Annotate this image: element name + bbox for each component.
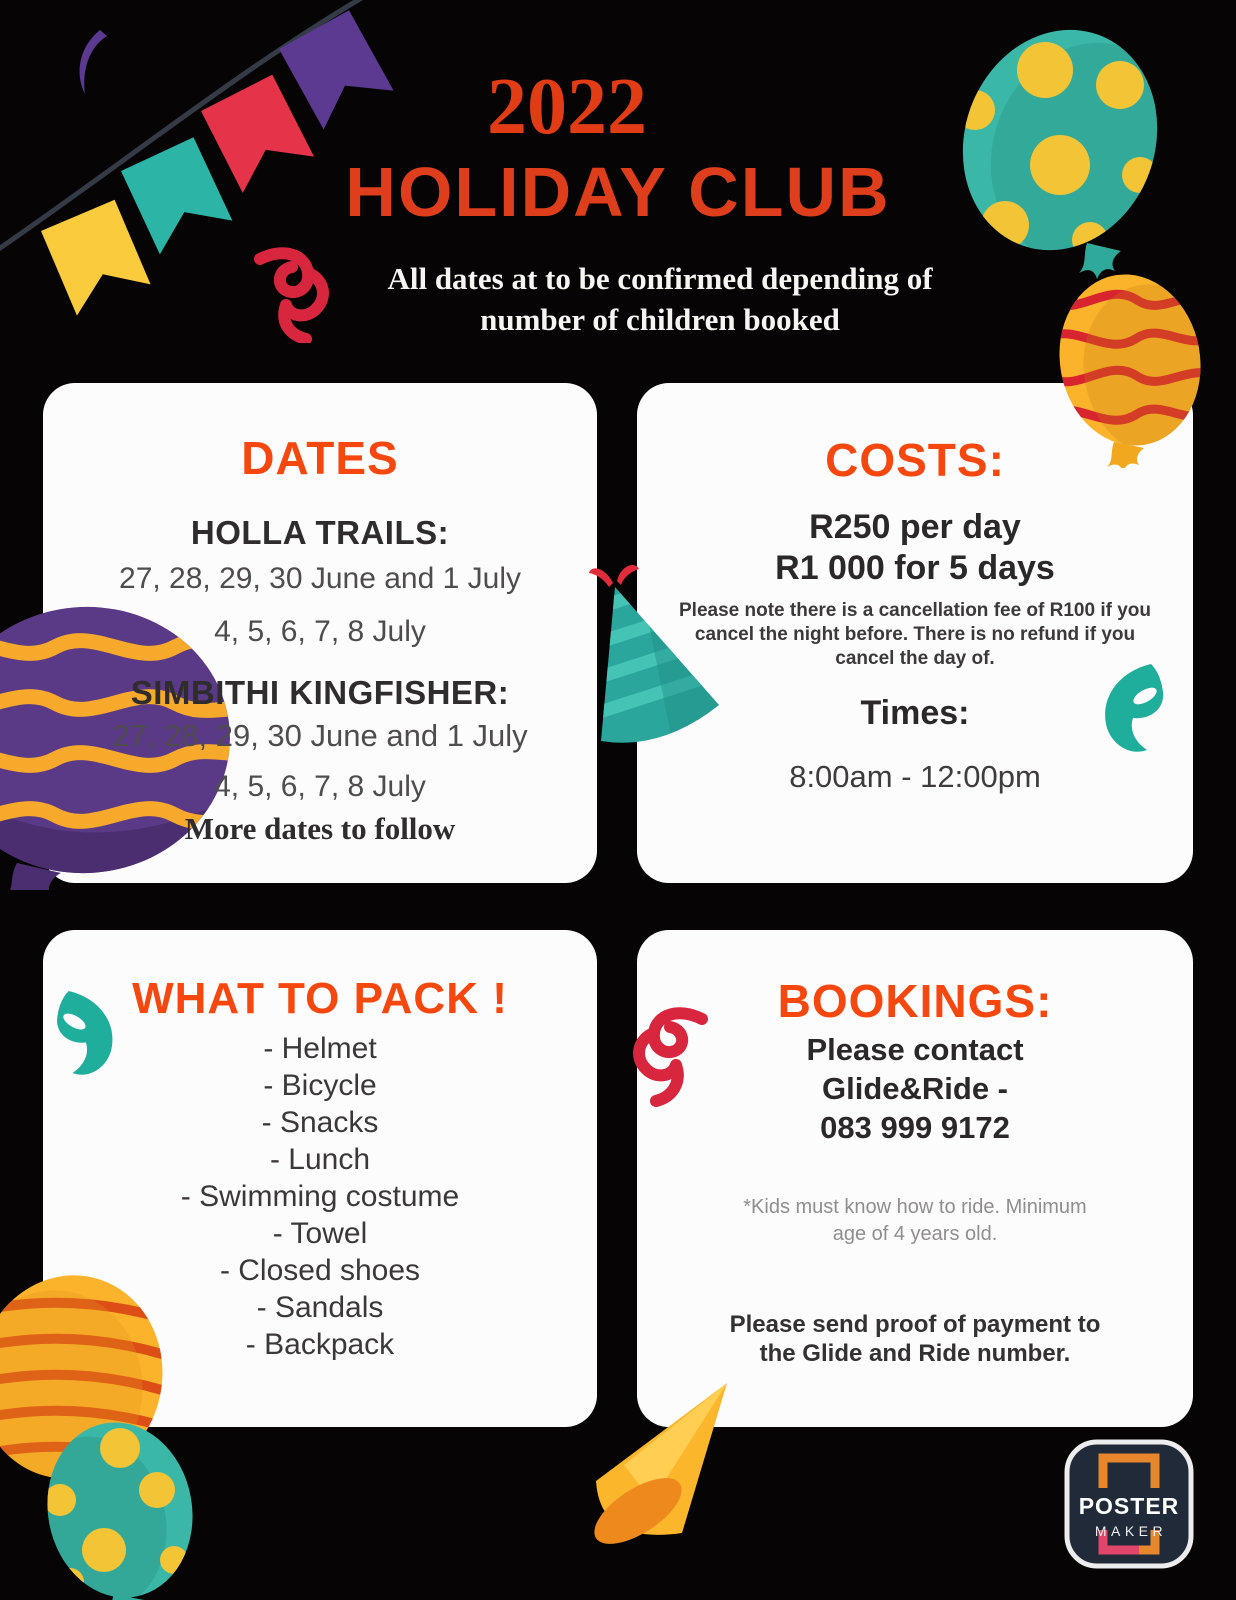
more-dates-note: More dates to follow	[184, 811, 456, 846]
balloon-teal-dotted-bottom-icon	[42, 1420, 208, 1600]
poster-title: HOLIDAY CLUB	[345, 153, 891, 231]
bookings-card	[637, 930, 1193, 1427]
bookings-heading: BOOKINGS:	[777, 975, 1053, 1027]
simbithi-dates-2: 4, 5, 6, 7, 8 July	[214, 770, 426, 803]
times-label: Times:	[860, 694, 970, 732]
costs-heading: COSTS:	[825, 434, 1005, 486]
pack-item-backpack: - Backpack	[245, 1328, 395, 1361]
price-five-days: R1 000 for 5 days	[775, 549, 1055, 587]
contact-phone: 083 999 9172	[820, 1110, 1010, 1145]
pack-item-helmet: - Helmet	[263, 1032, 377, 1065]
holla-trails-title: HOLLA TRAILS:	[190, 514, 450, 551]
what-to-pack-card	[43, 930, 597, 1427]
poster-subtitle	[120, 258, 1200, 340]
contact-line1: Please contact	[806, 1032, 1024, 1067]
pack-heading: WHAT TO PACK !	[132, 974, 508, 1023]
pack-item-bicycle: - Bicycle	[263, 1069, 377, 1102]
pack-list	[43, 1030, 597, 1363]
pack-item-towel: - Towel	[272, 1217, 368, 1250]
contact-line2: Glide&Ride -	[821, 1071, 1008, 1106]
poster-maker-logo	[1063, 1438, 1195, 1570]
costs-card	[637, 383, 1193, 883]
proof-of-payment-note	[705, 1310, 1125, 1368]
party-horn-icon	[580, 1365, 756, 1565]
holla-trails-dates-2: 4, 5, 6, 7, 8 July	[214, 615, 426, 648]
logo-line2: MAKER	[1094, 1523, 1168, 1539]
poster-year: 2022	[487, 63, 647, 151]
simbithi-title: SIMBITHI KINGFISHER:	[130, 674, 510, 711]
proof-line2: the Glide and Ride number.	[759, 1340, 1071, 1367]
times-value: 8:00am - 12:00pm	[789, 759, 1041, 794]
subtitle-line2: number of children booked	[480, 302, 840, 337]
logo-line1: POSTER	[1078, 1493, 1180, 1519]
price-per-day: R250 per day	[809, 508, 1021, 546]
simbithi-dates-1: 27, 28, 29, 30 June and 1 July	[112, 718, 528, 753]
pack-item-lunch: - Lunch	[269, 1143, 371, 1176]
dates-heading: DATES	[241, 432, 399, 484]
kids-age-note: *Kids must know how to ride. Minimum age of 4 years old.	[743, 1196, 1087, 1245]
proof-line1: Please send proof of payment to	[729, 1311, 1101, 1338]
pack-item-closed-shoes: - Closed shoes	[219, 1254, 421, 1287]
pack-item-snacks: - Snacks	[261, 1106, 379, 1139]
pack-item-sandals: - Sandals	[256, 1291, 384, 1324]
holla-trails-dates-1: 27, 28, 29, 30 June and 1 July	[119, 562, 521, 595]
cancellation-note: Please note there is a cancellation fee of R100 if you cancel the night before. There is no refund if you cancel the day of.	[679, 600, 1152, 669]
subtitle-line1: All dates at to be confirmed depending of	[387, 261, 933, 296]
pack-item-swimming-costume: - Swimming costume	[180, 1180, 460, 1213]
